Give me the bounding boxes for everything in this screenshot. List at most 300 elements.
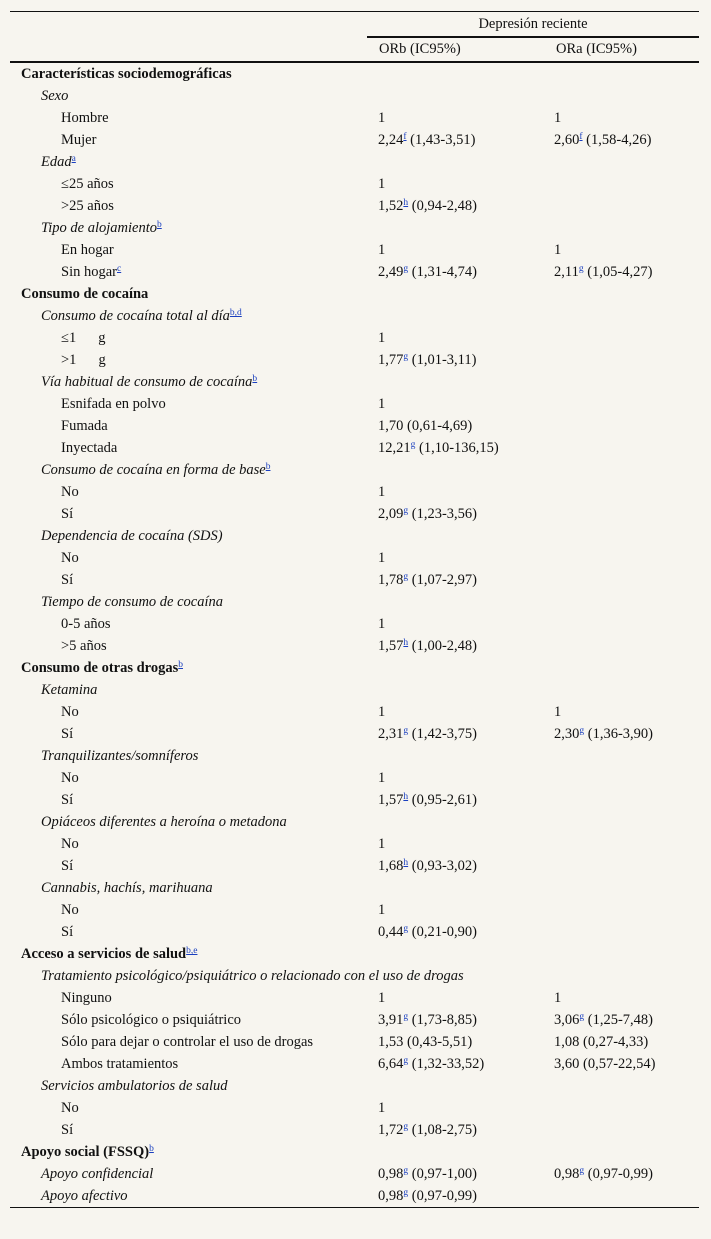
row-label-text: Apoyo social (FSSQ): [21, 1144, 150, 1160]
orb-ci: (1,08-2,75): [408, 1122, 477, 1138]
footnote-ref-link[interactable]: g: [403, 1122, 409, 1132]
section-row: [10, 62, 699, 85]
cell-orb: [367, 943, 544, 965]
row-label: [10, 437, 367, 459]
orb-ci: (0,95-2,61): [408, 792, 477, 808]
footnote-ref-link[interactable]: g: [403, 264, 409, 274]
row-label-text: Sí: [61, 858, 74, 874]
row-label: [10, 921, 367, 943]
subsection-row: [10, 85, 699, 107]
row-label: [10, 371, 367, 393]
footnote-ref-link[interactable]: g: [403, 1188, 409, 1198]
cell-ora: [544, 305, 699, 327]
orb-value: 6,64: [378, 1056, 404, 1072]
row-label-text: Acceso a servicios de salud: [21, 946, 187, 962]
cell-orb: [367, 591, 544, 613]
table-row: [10, 415, 699, 437]
row-label: [10, 613, 367, 635]
subsection-row: [10, 459, 699, 481]
subsection-row: [10, 1075, 699, 1097]
ora-value: 1: [554, 704, 562, 720]
row-label: [10, 503, 367, 525]
subsection-row: [10, 591, 699, 613]
cell-ora: [544, 85, 699, 107]
orb-ci: (1,31-4,74): [408, 264, 477, 280]
row-label-unit: g: [98, 330, 106, 346]
row-label-text: >25 años: [61, 198, 114, 214]
row-label-text: Cannabis, hachís, marihuana: [41, 880, 213, 896]
footnote-ref-link[interactable]: g: [403, 572, 409, 582]
table-row: [10, 1009, 699, 1031]
cell-ora: [544, 481, 699, 503]
footnote-ref-link[interactable]: b: [149, 1144, 154, 1154]
table-row: [10, 503, 699, 525]
row-label: [10, 1031, 367, 1053]
row-label-text: Sólo para dejar o controlar el uso de drogas: [61, 1034, 314, 1050]
cell-orb: [367, 569, 544, 591]
cell-orb: [367, 173, 544, 195]
cell-orb: [367, 987, 544, 1009]
cell-orb: [367, 679, 544, 701]
orb-value: 0,98: [378, 1166, 404, 1182]
cell-orb: [367, 349, 544, 371]
cell-ora: [544, 62, 699, 85]
orb-value: 1: [378, 396, 386, 412]
cell-ora: [544, 1163, 699, 1185]
table-row: [10, 173, 699, 195]
ora-ci: (1,58-4,26): [582, 132, 652, 148]
row-label-text: Apoyo afectivo: [41, 1188, 128, 1204]
orb-value: 1: [378, 990, 386, 1006]
row-label: [10, 943, 367, 965]
row-label-text: Sí: [61, 506, 74, 522]
ora-value: 2,11: [554, 264, 579, 280]
orb-value: 1,77: [378, 352, 404, 368]
orb-value: 1,72: [378, 1122, 404, 1138]
row-label-text: Hombre: [61, 110, 109, 126]
row-label: [10, 789, 367, 811]
row-label: [10, 415, 367, 437]
cell-orb: [367, 833, 544, 855]
row-label-text: No: [61, 902, 79, 918]
cell-ora: [544, 701, 699, 723]
cell-ora: [544, 811, 699, 833]
cell-ora: [544, 1119, 699, 1141]
cell-ora: [544, 1097, 699, 1119]
row-label: [10, 877, 367, 899]
footnote-ref-link[interactable]: g: [403, 352, 409, 362]
orb-value: 1,52: [378, 198, 404, 214]
row-label: [10, 701, 367, 723]
cell-orb: [367, 1141, 544, 1163]
ora-value: 1: [554, 242, 562, 258]
table-row: [10, 855, 699, 877]
table-row: [10, 701, 699, 723]
row-label: [10, 679, 367, 701]
subsection-row: [10, 877, 699, 899]
orb-value: 2,31: [378, 726, 404, 742]
subsection-row: [10, 371, 699, 393]
row-label-text: Sí: [61, 792, 74, 808]
cell-orb: [367, 1097, 544, 1119]
cell-ora: [544, 129, 699, 151]
table-row: [10, 349, 699, 371]
row-label-text: No: [61, 1100, 79, 1116]
cell-orb: [367, 1009, 544, 1031]
cell-orb: [367, 393, 544, 415]
row-label-text: Dependencia de cocaína (SDS): [41, 528, 223, 544]
cell-orb: [367, 283, 544, 305]
row-label: [10, 525, 367, 547]
cell-orb: [367, 217, 544, 239]
footnote-ref-link[interactable]: g: [578, 264, 584, 274]
table-row: [10, 613, 699, 635]
cell-ora: [544, 151, 699, 173]
orb-value: 0,98: [378, 1188, 404, 1204]
cell-ora: [544, 393, 699, 415]
orb-ci: (1,00-2,48): [408, 638, 477, 654]
row-label: [10, 239, 367, 261]
row-label-text: Tipo de alojamiento: [41, 220, 157, 236]
header-empty-cell: [10, 12, 367, 38]
row-label: [10, 129, 367, 151]
row-label-text: Mujer: [61, 132, 97, 148]
ora-value: 3,60 (0,57-22,54): [554, 1056, 656, 1072]
orb-value: 2,49: [378, 264, 404, 280]
orb-value: 1: [378, 550, 386, 566]
table-row: [10, 481, 699, 503]
row-label-text: En hogar: [61, 242, 114, 258]
row-label-text: Consumo de cocaína: [21, 286, 149, 302]
ora-value: 2,60: [554, 132, 580, 148]
ora-ci: (0,97-0,99): [584, 1166, 653, 1182]
orb-ci: (1,42-3,75): [408, 726, 477, 742]
cell-orb: [367, 459, 544, 481]
orb-value: 1: [378, 242, 386, 258]
orb-ci: (1,07-2,97): [408, 572, 477, 588]
cell-ora: [544, 789, 699, 811]
row-label: [10, 327, 367, 349]
row-label: [10, 1163, 367, 1185]
row-label-text: Características sociodemográficas: [21, 66, 232, 82]
footnote-ref-link[interactable]: b: [157, 220, 162, 230]
footnote-ref-link[interactable]: g: [403, 1056, 409, 1066]
footnote-ref-link[interactable]: g: [579, 726, 585, 736]
cell-orb: [367, 767, 544, 789]
subsection-row: [10, 305, 699, 327]
footnote-ref-link[interactable]: h: [403, 638, 409, 648]
row-label-text: >5 años: [61, 638, 107, 654]
row-label: [10, 767, 367, 789]
footnote-ref-link[interactable]: g: [403, 924, 409, 934]
row-label: [10, 987, 367, 1009]
footnote-ref-link[interactable]: b: [265, 462, 271, 472]
row-label: [10, 107, 367, 129]
table-row: [10, 635, 699, 657]
cell-orb: [367, 921, 544, 943]
table-body: [10, 62, 699, 1208]
table-row: [10, 767, 699, 789]
footnote-ref-link[interactable]: g: [579, 1012, 585, 1022]
row-label: [10, 1097, 367, 1119]
row-label: [10, 1053, 367, 1075]
row-label-text: Fumada: [61, 418, 108, 434]
section-row: [10, 943, 699, 965]
orb-ci: (0,97-0,99): [408, 1188, 477, 1204]
orb-value: 0,44: [378, 924, 404, 940]
cell-ora: [544, 239, 699, 261]
footnote-ref-link[interactable]: g: [579, 1166, 585, 1176]
orb-value: 1: [378, 1100, 386, 1116]
orb-ci: (1,32-33,52): [408, 1056, 485, 1072]
row-label-text: Sin hogar: [61, 264, 117, 280]
row-label: [10, 635, 367, 657]
cell-ora: [544, 437, 699, 459]
cell-orb: [367, 723, 544, 745]
cell-ora: [544, 1031, 699, 1053]
row-label-text: 0-5 años: [61, 616, 111, 632]
footnote-ref-link[interactable]: c: [116, 264, 122, 274]
ora-ci: (1,25-7,48): [584, 1012, 653, 1028]
orb-value: 1,57: [378, 638, 404, 654]
row-label-text: No: [61, 484, 79, 500]
orb-value: 3,91: [378, 1012, 404, 1028]
cell-ora: [544, 877, 699, 899]
row-label: [10, 1141, 367, 1163]
cell-orb: [367, 85, 544, 107]
row-label-text: Esnifada en polvo: [61, 396, 166, 412]
orb-value: 1: [378, 836, 386, 852]
row-label-text: Sexo: [41, 88, 69, 104]
table-row: [10, 987, 699, 1009]
row-label-text: Ninguno: [61, 990, 112, 1006]
orb-value: 2,24: [378, 132, 404, 148]
orb-ci: (0,97-1,00): [408, 1166, 477, 1182]
subsection-row: [10, 745, 699, 767]
table-row: [10, 723, 699, 745]
cell-orb: [367, 701, 544, 723]
row-label: [10, 305, 367, 327]
cell-orb: [367, 261, 544, 283]
orb-value: 1: [378, 704, 386, 720]
cell-orb: [367, 129, 544, 151]
ora-value: 1: [554, 110, 562, 126]
footnote-ref-link[interactable]: h: [403, 792, 409, 802]
table-row: [10, 547, 699, 569]
orb-value: 1,68: [378, 858, 404, 874]
cell-orb: [367, 481, 544, 503]
orb-value: 1: [378, 770, 386, 786]
cell-orb: [367, 525, 544, 547]
row-label: [10, 481, 367, 503]
footnote-ref-link[interactable]: g: [403, 1166, 409, 1176]
orb-ci: (1,01-3,11): [408, 352, 477, 368]
cell-orb: [367, 811, 544, 833]
footnote-ref-link[interactable]: h: [403, 198, 409, 208]
results-table-container: [10, 11, 699, 1208]
header-col-ora: ORa (IC95%): [544, 37, 699, 62]
row-label: [10, 459, 367, 481]
cell-ora: [544, 1075, 699, 1097]
orb-value: 1,78: [378, 572, 404, 588]
table-row: [10, 899, 699, 921]
subsection-row: [10, 811, 699, 833]
row-label-text: Sí: [61, 924, 74, 940]
row-label: [10, 195, 367, 217]
row-label-text: No: [61, 704, 79, 720]
footnote-ref-link[interactable]: g: [403, 506, 409, 516]
table-row: [10, 1053, 699, 1075]
row-label-text: No: [61, 550, 79, 566]
cell-ora: [544, 1053, 699, 1075]
cell-ora: [544, 855, 699, 877]
cell-orb: [367, 239, 544, 261]
cell-ora: [544, 525, 699, 547]
subsection-row: [10, 525, 699, 547]
table-row: [10, 195, 699, 217]
ora-value: 3,06: [554, 1012, 580, 1028]
row-label: [10, 811, 367, 833]
table-row: [10, 921, 699, 943]
row-label-text: Consumo de otras drogas: [21, 660, 179, 676]
subsection-row: [10, 1185, 699, 1208]
table-row: [10, 107, 699, 129]
table-row: [10, 1097, 699, 1119]
cell-orb: [367, 613, 544, 635]
footnote-ref-link[interactable]: f: [403, 132, 407, 142]
cell-orb: [367, 437, 544, 459]
table-row: [10, 1031, 699, 1053]
subsection-row: [10, 965, 699, 987]
orb-value: 1: [378, 902, 386, 918]
cell-ora: [544, 657, 699, 679]
cell-orb: [367, 503, 544, 525]
row-label-text: Edad: [41, 154, 72, 170]
orb-value: 1: [378, 616, 386, 632]
footnote-ref-link[interactable]: h: [403, 858, 409, 868]
footnote-ref-link[interactable]: a: [71, 154, 76, 164]
section-row: [10, 1141, 699, 1163]
footnote-ref-link[interactable]: b,e: [186, 946, 198, 956]
row-label: [10, 965, 464, 987]
table-row: [10, 393, 699, 415]
cell-ora: [544, 943, 699, 965]
footnote-ref-link[interactable]: b: [252, 374, 258, 384]
cell-orb: [367, 855, 544, 877]
row-label: [10, 547, 367, 569]
table-row: [10, 437, 699, 459]
row-label-text: Sí: [61, 1122, 74, 1138]
cell-orb: [367, 635, 544, 657]
orb-ci: (1,23-3,56): [408, 506, 477, 522]
cell-ora: [544, 415, 699, 437]
row-label: [10, 173, 367, 195]
table-row: [10, 261, 699, 283]
results-table: [10, 11, 699, 1208]
row-label-text: Vía habitual de consumo de cocaína: [41, 374, 253, 390]
table-row: [10, 1119, 699, 1141]
row-label: [10, 151, 367, 173]
cell-orb: [367, 1053, 544, 1075]
cell-ora: [544, 569, 699, 591]
orb-value: 12,21: [378, 440, 411, 456]
cell-ora: [544, 965, 699, 987]
cell-orb: [367, 371, 544, 393]
cell-orb: [367, 547, 544, 569]
cell-ora: [544, 745, 699, 767]
cell-orb: [367, 415, 544, 437]
footnote-ref-link[interactable]: g: [403, 726, 409, 736]
row-label: [10, 62, 367, 85]
row-label: [10, 261, 367, 283]
cell-ora: [544, 1141, 699, 1163]
cell-orb: [367, 789, 544, 811]
row-label-text: Sí: [61, 572, 74, 588]
orb-value: 1: [378, 176, 386, 192]
cell-ora: [544, 635, 699, 657]
cell-ora: [544, 547, 699, 569]
header-empty-cell: [10, 37, 367, 62]
header-group-label: Depresión reciente: [367, 12, 699, 38]
footnote-ref-link[interactable]: g: [410, 440, 416, 450]
orb-ci: (0,93-3,02): [408, 858, 477, 874]
row-label-text: Tiempo de consumo de cocaína: [41, 594, 224, 610]
row-label-text: Tratamiento psicológico/psiquiátrico o relacionado con el uso de drogas: [41, 968, 464, 984]
row-label: [10, 833, 367, 855]
ora-ci: (1,36-3,90): [584, 726, 653, 742]
footnote-ref-link[interactable]: b,d: [229, 308, 242, 318]
cell-orb: [367, 899, 544, 921]
cell-orb: [367, 657, 544, 679]
table-row: [10, 239, 699, 261]
footnote-ref-link[interactable]: g: [403, 1012, 409, 1022]
row-label-text: No: [61, 836, 79, 852]
orb-value: 1: [378, 110, 386, 126]
row-label-text: Ketamina: [41, 682, 98, 698]
cell-orb: [367, 305, 544, 327]
section-row: [10, 657, 699, 679]
ora-value: 2,30: [554, 726, 580, 742]
orb-ci: (1,73-8,85): [408, 1012, 477, 1028]
footnote-ref-link[interactable]: f: [579, 132, 583, 142]
table-row: [10, 129, 699, 151]
footnote-ref-link[interactable]: b: [178, 660, 183, 670]
orb-ci: (0,21-0,90): [408, 924, 477, 940]
orb-value: 1,57: [378, 792, 404, 808]
table-row: [10, 569, 699, 591]
cell-ora: [544, 679, 699, 701]
cell-ora: [544, 1185, 699, 1208]
orb-value: 2,09: [378, 506, 404, 522]
row-label: [10, 591, 367, 613]
cell-ora: [544, 503, 699, 525]
orb-ci: (0,94-2,48): [408, 198, 477, 214]
cell-ora: [544, 723, 699, 745]
row-label-text: ≤1: [61, 330, 77, 346]
row-label-text: Consumo de cocaína total al día: [41, 308, 230, 324]
cell-orb: [367, 1031, 544, 1053]
cell-ora: [544, 349, 699, 371]
cell-ora: [544, 371, 699, 393]
cell-ora: [544, 283, 699, 305]
table-header: [10, 12, 699, 63]
cell-ora: [544, 591, 699, 613]
table-row: [10, 327, 699, 349]
orb-value: 1: [378, 484, 386, 500]
cell-orb: [367, 107, 544, 129]
row-label: [10, 349, 367, 371]
section-row: [10, 283, 699, 305]
